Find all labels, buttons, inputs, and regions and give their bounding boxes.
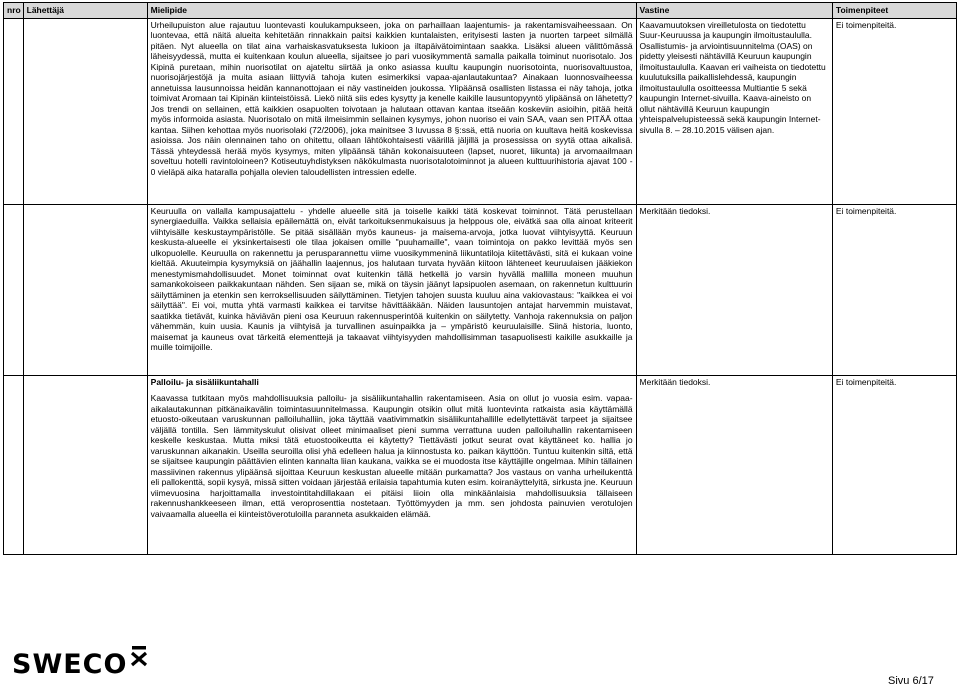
opinions-table	[3, 2, 957, 555]
cell-toimenpiteet: Ei toimenpiteitä.	[832, 18, 956, 204]
header-vastine: Vastine	[636, 3, 832, 19]
header-nro: nro	[4, 3, 24, 19]
cell-mielipide	[147, 375, 636, 554]
logo-mark-icon	[129, 645, 149, 674]
table-row	[4, 18, 957, 204]
cell-lahettaja	[23, 18, 147, 204]
table-row	[4, 375, 957, 554]
logo-text: SWECO	[12, 648, 128, 680]
mielipide-text: Kaavassa tutkitaan myös mahdollisuuksia palloilu- ja sisäliikuntahallin rakentamiseen. Asia on ollut jo vuosia esim. vapaa-aikalautakunnan pitkänaikavälin toimintasuunnitelmassa. Kaupungin otsikin ollut mitä luontevinta ratkaista asia käyttämällä etuosto-oikeutaan varuskunnan palloiluhalliin, joka täyttää vaativimmatkin sisäliikuntahallille edellytettävät tarpeet ja sijaitsee väljällä tontilla. Sen lämmityskulut olisivat olleet minimaaliset pieni summa verrattuna uuden palloiluhallin rakentamiseen keskelle keskustaa. Mutta miksi tätä etuostooikeutta ei käytetty? Tiettävästi jotkut seurat ovat käyttäneet ko. hallia jo varuskunnan aikanakin. Useilla seuroilla olisi yhä edelleen halua ja kiinnostusta ko. paikan käyttöön. Tuntuu kuitenkin siltä, että se sijaitsee kaupungin päättävien elinten kannalta liian kaukana, vaikka se ei muodosta itse käyttäjille ongelmaa. Mihin tällainen massiivinen rakennus ylipäänsä sijoittaa Keuruun keskustan alueelle mitään purkamatta? Jos vastaus on vanha urheilukenttä eli pallokenttä, sopii kysyä, missä sitten voidaan järjestää erilaisia tapahtumia kuten esim. koiranäyttelyitä, sirkusta jne. Keuruun viimevuosina harjoittamalla investointitahdillakaan ei pitäisi liioin olla minkäänlaisia mahdollisuuksia tällaiseen rakennushankkeeseen ilman, että veroprosenttia nostetaan. Työttömyyden ja mm. sen johdosta painuvien verotulojen vaivaamalla alueella ei kiinteistöverotuloilla paranneta asukkaiden elämää.	[150, 393, 633, 519]
cell-vastine: Merkitään tiedoksi.	[636, 375, 832, 554]
sweco-logo	[12, 647, 149, 681]
cell-nro	[4, 375, 24, 554]
cell-mielipide	[147, 18, 636, 204]
mielipide-text: Urheilupuiston alue rajautuu luontevasti koulukampukseen, joka on parhaillaan laajentumis- ja rakentamisvaiheessaan. On luontevaa, että näitä alueita kehitetään rinnakkain paitsi kaikkien kuntalaisten, erityisesti lasten ja nuorten tarpeet silmällä pitäen. Nyt alueella on tilat aina varhaiskasvatuksesta lukioon ja iltapäivätoimintaan saakka. Lisäksi alueen välittömässä läheisyydessä, mutta ei kuitenkaan koulun alueella, sijaitsee jo pari vuosikymmentä samalla paikalla toiminut nuorisotalo. Jos Kipinä puretaan, mihin nuorisotilat on ajateltu siirtää ja onko asiassa kuultu kaupungin nuorisotointa, nuorisovaltuustoa, nuorisojärjestöjä ja muita asiaan liittyviä tahoja kuten esimerkiksi vapaa-ajanlautakuntaa? Ainakaan luonnosvaiheessa annetuissa lausunnoissa heidän kannanottojaan ei näy vastineiden joukossa. Ylipäänsä osallisten listassa ei näy tahoja, jotka toimivat Aromaan tai Kipinän kiinteistöissä. Liekö niitä siis edes kysytty ja kenelle kaikille lausuntopyyntö ylipäänsä on lähetetty? Jos trendi on sellainen, että kaikkien osapuolten toivotaan ja halutaan ottavan kantaa itseään koskeviin asioihin, pitää heitä myös informoida asiasta. Nuorisotalo on mitä ilmeisimmin sellainen kysymys, johon nuoriso ei vain SAA, vaan sen PITÄÄ ottaa kantaa. Siihen kehottaa myös nuorisolaki (72/2006), joka mainitsee 3 luvussa 8 §:ssä, että nuoria on kuultava heitä koskevissa asioissa. Jos näin olennainen taho on ohitettu, ollaan lähtökohtaisesti väärillä jäljillä ja prosessissa on syytä ottaa aikalisä. Tässä yhteydessä herää myös kysymys, miten ylipäänsä tähän kokonaisuuteen (lapset, nuoret, liikunta) ja arvomaailmaan soveltuu hotelli ravintoloineen? Kotiseutuyhdistyksen näkökulmasta nuorisotalotoiminnot ja alueen kulttuurihistoria ajavat 100 - 0 vieläpä aika hataralla pohjalla olevien taloudellisten intressien edelle.	[150, 19, 633, 177]
cell-nro	[4, 204, 24, 375]
page-number: Sivu 6/17	[888, 675, 934, 687]
mielipide-heading: Palloilu- ja sisäliikuntahalli	[150, 376, 259, 387]
table-row	[4, 204, 957, 375]
cell-lahettaja	[23, 375, 147, 554]
cell-toimenpiteet: Ei toimenpiteitä.	[832, 204, 956, 375]
table-header-row	[4, 3, 957, 19]
header-toimenpiteet: Toimenpiteet	[832, 3, 956, 19]
header-lahettaja: Lähettäjä	[23, 3, 147, 19]
cell-vastine: Merkitään tiedoksi.	[636, 204, 832, 375]
mielipide-text: Keuruulla on vallalla kampusajattelu - yhdelle alueelle sitä ja toiselle kaikki tätä koskevat toiminnot. Tätä perustellaan synergiaeduilla. Vaikka sellaisia epäilemättä on, eivät tarkoituksenmukaisuus ja helppous ole, eivätkä saa olla ainoat kriteerit viihtyisälle keskustaympäristölle. Se pitää sisällään myös kauneus- ja maisema-arvoja, jotka luovat viihtyisyyttä. Keuruun keskusta-alueelle ei yksinkertaisesti ole tilaa jokaisen omille "puuhamaille", vaan toimintoja on pakko levittää myös sen ulkopuolelle. Keuruulla on rakennettu ja perusparannettu viime vuosikymmeninä liikuntatiloja kiitettävästi, sitä ei kukaan voine kieltää. Akuuteimpia kysymyksiä on jäähallin laajennus, jos halutaan turvata hyvään kiitoon lähteneet keuruulaisen jääkiekon menestymismahdollisuudet. Monet toiminnat ovat kuitenkin tällä hetkellä jo varsin hyvällä mallilla moneen muuhun samankokoiseen paikkakuntaan nähden. Sen sijaan se, mikä on täysin jäänyt lapsipuolen asemaan, on rakennetun kulttuurin säilyttäminen ja etenkin sen kerroksellisuuden säilyttäminen. Tietyjen tahojen suusta kuuluu aina vakiovastaus: "kaikkea ei voi säilyttää". Ei voi, mutta yhtä varmasti kaikkea ei tarvitse hävittääkään. Näiden lausuntojen antajat harvemmin muistavat, saatikka tietävät, kuinka häviävän pieni osa Keuruun rakennusperintöä kuitenkin on säilytetty. Vanhoja rakennuksia on paljon vähemmän, kuin uusia. Kaunis ja viihtyisä ja turvallinen asuinpaikka ja – ympäristö keuruulaisille. Siinä historia, luonto, maisemat ja kauneus ovat tärkeitä elementtejä ja takaavat viihtyisyyden mahdollisimman tasapuolisesti kaikille asukkaille ja muille toimijoille.	[150, 205, 633, 352]
cell-toimenpiteet: Ei toimenpiteitä.	[832, 375, 956, 554]
cell-lahettaja	[23, 204, 147, 375]
header-mielipide: Mielipide	[147, 3, 636, 19]
cell-vastine: Kaavamuutoksen vireilletulosta on tiedotettu Suur-Keuruussa ja kaupungin ilmoitustaululla. Osallistumis- ja arviointisuunnitelma (OAS) on pidetty yleisesti nähtävillä Keuruun kaupungin ilmoitustaululla. Kaavan eri vaiheista on tiedotettu kuulutuksilla paikallislehdessä, kaupungin ilmoitustaululla osoitteessa Multiantie 5 sekä kaupungin Internet-sivuilla. Kaava-aineisto on ollut nähtävillä Keuruun kaupungin yhteispalvelupisteessä sekä kaupungin Internet-sivulla 8. – 28.10.2015 välisen ajan.	[636, 18, 832, 204]
cell-mielipide	[147, 204, 636, 375]
cell-nro	[4, 18, 24, 204]
